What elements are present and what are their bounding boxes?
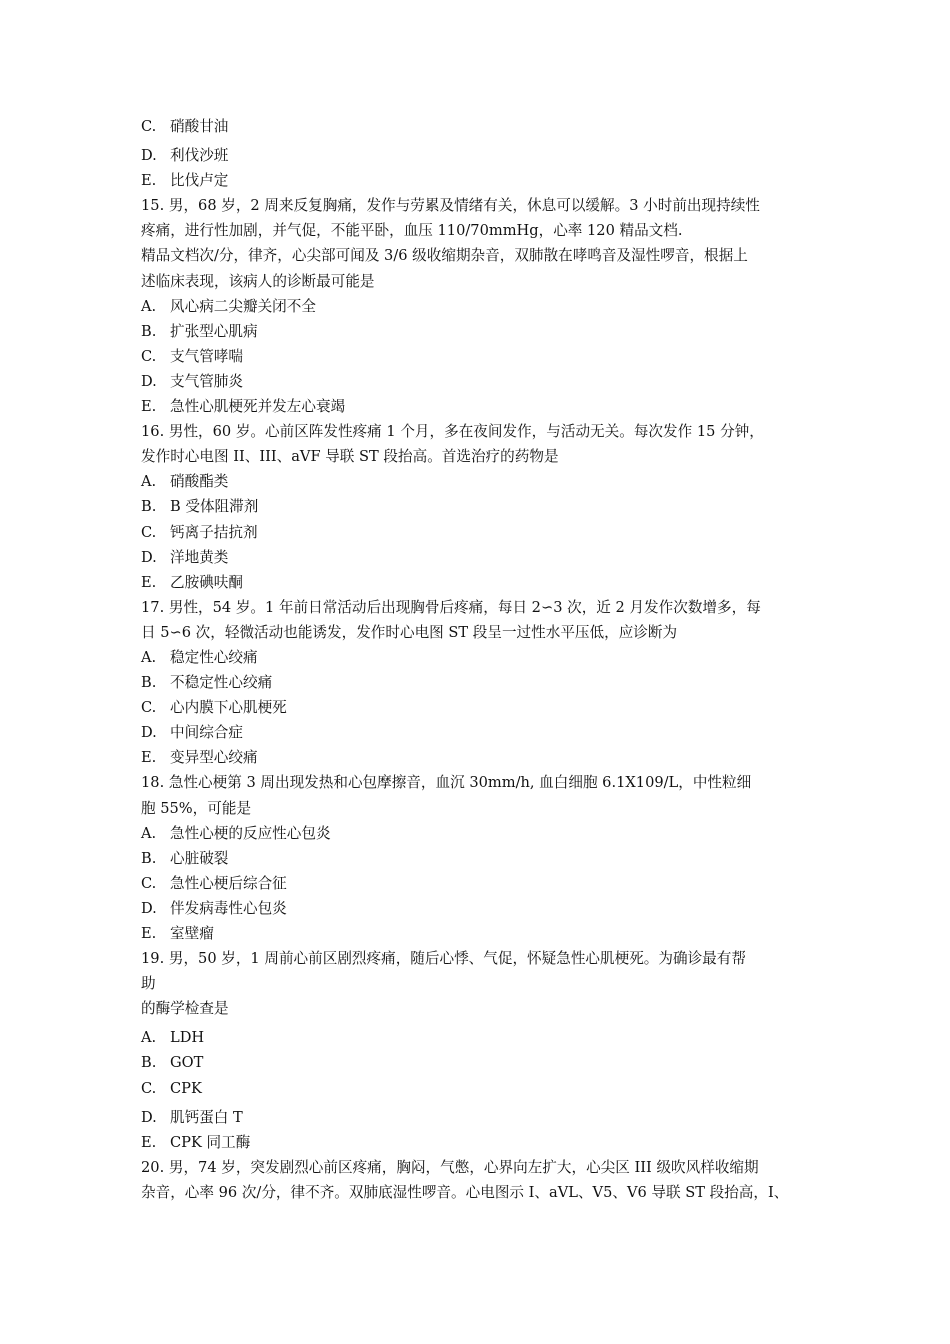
option-label: B.: [141, 322, 157, 340]
option-label: B.: [141, 674, 157, 692]
option-text: 心内膜下心肌梗死: [170, 699, 287, 717]
option-text: 硝酸甘油: [170, 118, 229, 135]
option-label: B.: [141, 849, 157, 867]
answer-option: [141, 114, 831, 139]
option-text: 变异型心绞痛: [170, 749, 258, 767]
option-text: CPK 同工酶: [170, 1133, 251, 1151]
answer-option: [141, 143, 831, 168]
answer-option: [141, 871, 831, 896]
answer-option: [141, 1025, 831, 1050]
option-text: 风心病二尖瓣关闭不全: [170, 297, 316, 315]
option-label: B.: [141, 1054, 157, 1072]
option-text: 洋地黄类: [170, 548, 229, 566]
answer-option: [141, 720, 831, 745]
option-text: 扩张型心肌病: [170, 322, 258, 340]
option-text: LDH: [170, 1029, 205, 1047]
option-text: 急性心肌梗死并发左心衰竭: [170, 398, 346, 416]
answer-option: [141, 745, 831, 770]
option-label: C.: [141, 347, 157, 365]
question-text-line: 15. 男，68 岁，2 周来反复胸痛，发作与劳累及情绪有关，休息可以缓解。3 小时前出现持续性: [141, 197, 760, 215]
option-label: D.: [141, 1108, 157, 1126]
option-text: CPK: [170, 1079, 202, 1097]
answer-option: [141, 670, 831, 695]
question-text-line: 精品文档次/分，律齐，心尖部可闻及 3/6 级收缩期杂音，双肺散在哮鸣音及湿性啰音，根据上: [141, 247, 748, 265]
option-label: E.: [141, 749, 157, 767]
question-text-line: 19. 男，50 岁，1 周前心前区剧烈疼痛，随后心悸、气促，怀疑急性心肌梗死。为确诊最有帮: [141, 950, 746, 968]
option-label: C.: [141, 523, 157, 541]
answer-option: [141, 344, 831, 369]
option-label: E.: [141, 172, 157, 190]
option-label: E.: [141, 398, 157, 416]
option-label: E.: [141, 1133, 157, 1151]
option-text: 利伐沙班: [170, 147, 229, 165]
answer-option: [141, 369, 831, 394]
question-text-line: 16. 男性，60 岁。心前区阵发性疼痛 1 个月，多在夜间发作，与活动无关。每次发作 15 分钟，: [141, 423, 764, 441]
option-label: A.: [141, 824, 157, 842]
question-text-line: 的酶学检查是: [141, 1000, 229, 1018]
question-text-line: 助: [141, 975, 156, 993]
option-text: 肌钙蛋白 T: [170, 1108, 243, 1126]
option-label: A.: [141, 648, 157, 666]
option-text: 比伐卢定: [170, 172, 229, 190]
answer-option: [141, 168, 831, 193]
answer-option: [141, 921, 831, 946]
option-text: 支气管哮喘: [170, 347, 243, 365]
question-text-line: 述临床表现，该病人的诊断最可能是: [141, 272, 375, 290]
answer-option: [141, 1076, 831, 1101]
question-text-line: 18. 急性心梗第 3 周出现发热和心包摩擦音，血沉 30mm/h, 血白细胞 6.1X109/L，中性粒细: [141, 774, 752, 792]
option-text: 支气管肺炎: [170, 372, 243, 390]
answer-option: [141, 1050, 831, 1075]
option-text: 急性心梗的反应性心包炎: [170, 824, 331, 842]
option-label: A.: [141, 473, 157, 491]
question-text-line: 日 5∽6 次，轻微活动也能诱发，发作时心电图 ST 段呈一过性水平压低，应诊断为: [141, 623, 678, 641]
answer-option: [141, 896, 831, 921]
option-text: 伴发病毒性心包炎: [170, 899, 287, 917]
option-label: D.: [141, 372, 157, 390]
question-text-line: 发作时心电图 II、III、aVF 导联 ST 段抬高。首选治疗的药物是: [141, 448, 559, 466]
answer-option: [141, 520, 831, 545]
answer-option: [141, 821, 831, 846]
option-text: 不稳定性心绞痛: [170, 674, 273, 692]
question-text-line: 胞 55%，可能是: [141, 799, 252, 817]
option-text: 硝酸酯类: [170, 473, 229, 491]
option-text: 乙胺碘呋酮: [170, 573, 243, 591]
option-text: 室壁瘤: [170, 925, 214, 942]
option-text: 中间综合症: [170, 724, 243, 742]
question-text-line: 17. 男性，54 岁。1 年前日常活动后出现胸骨后疼痛，每日 2∽3 次，近 2 月发作次数增多，每: [141, 598, 761, 616]
option-label: D.: [141, 899, 157, 917]
option-label: A.: [141, 1029, 157, 1047]
option-label: C.: [141, 699, 157, 717]
answer-option: [141, 319, 831, 344]
answer-option: [141, 494, 831, 519]
answer-option: [141, 1130, 831, 1155]
answer-option: [141, 469, 831, 494]
option-text: B 受体阻滞剂: [170, 498, 259, 516]
option-text: GOT: [170, 1054, 204, 1072]
document-body: [141, 114, 831, 1205]
option-label: C.: [141, 1079, 157, 1097]
option-label: A.: [141, 297, 157, 315]
option-label: E.: [141, 925, 157, 942]
option-label: C.: [141, 118, 157, 135]
option-label: D.: [141, 724, 157, 742]
answer-option: [141, 645, 831, 670]
option-label: D.: [141, 147, 157, 165]
answer-option: [141, 545, 831, 570]
option-text: 心脏破裂: [170, 849, 229, 867]
option-text: 稳定性心绞痛: [170, 648, 258, 666]
answer-option: [141, 695, 831, 720]
question-text-line: 疼痛，进行性加剧，并气促，不能平卧，血压 110/70mmHg，心率 120 精品文档.: [141, 222, 683, 240]
option-text: 急性心梗后综合征: [170, 874, 287, 892]
question-text-line: 杂音，心率 96 次/分，律不齐。双肺底湿性啰音。心电图示 I、aVL、V5、V6 导联 ST 段抬高，I、: [141, 1183, 789, 1201]
option-text: 钙离子拮抗剂: [170, 523, 258, 541]
answer-option: [141, 570, 831, 595]
option-label: E.: [141, 573, 157, 591]
option-label: C.: [141, 874, 157, 892]
answer-option: [141, 1105, 831, 1130]
answer-option: [141, 846, 831, 871]
question-text-line: 20. 男，74 岁，突发剧烈心前区疼痛，胸闷，气憋，心界向左扩大，心尖区 III 级吹风样收缩期: [141, 1158, 759, 1176]
answer-option: [141, 394, 831, 419]
answer-option: [141, 294, 831, 319]
option-label: D.: [141, 548, 157, 566]
option-label: B.: [141, 498, 157, 516]
